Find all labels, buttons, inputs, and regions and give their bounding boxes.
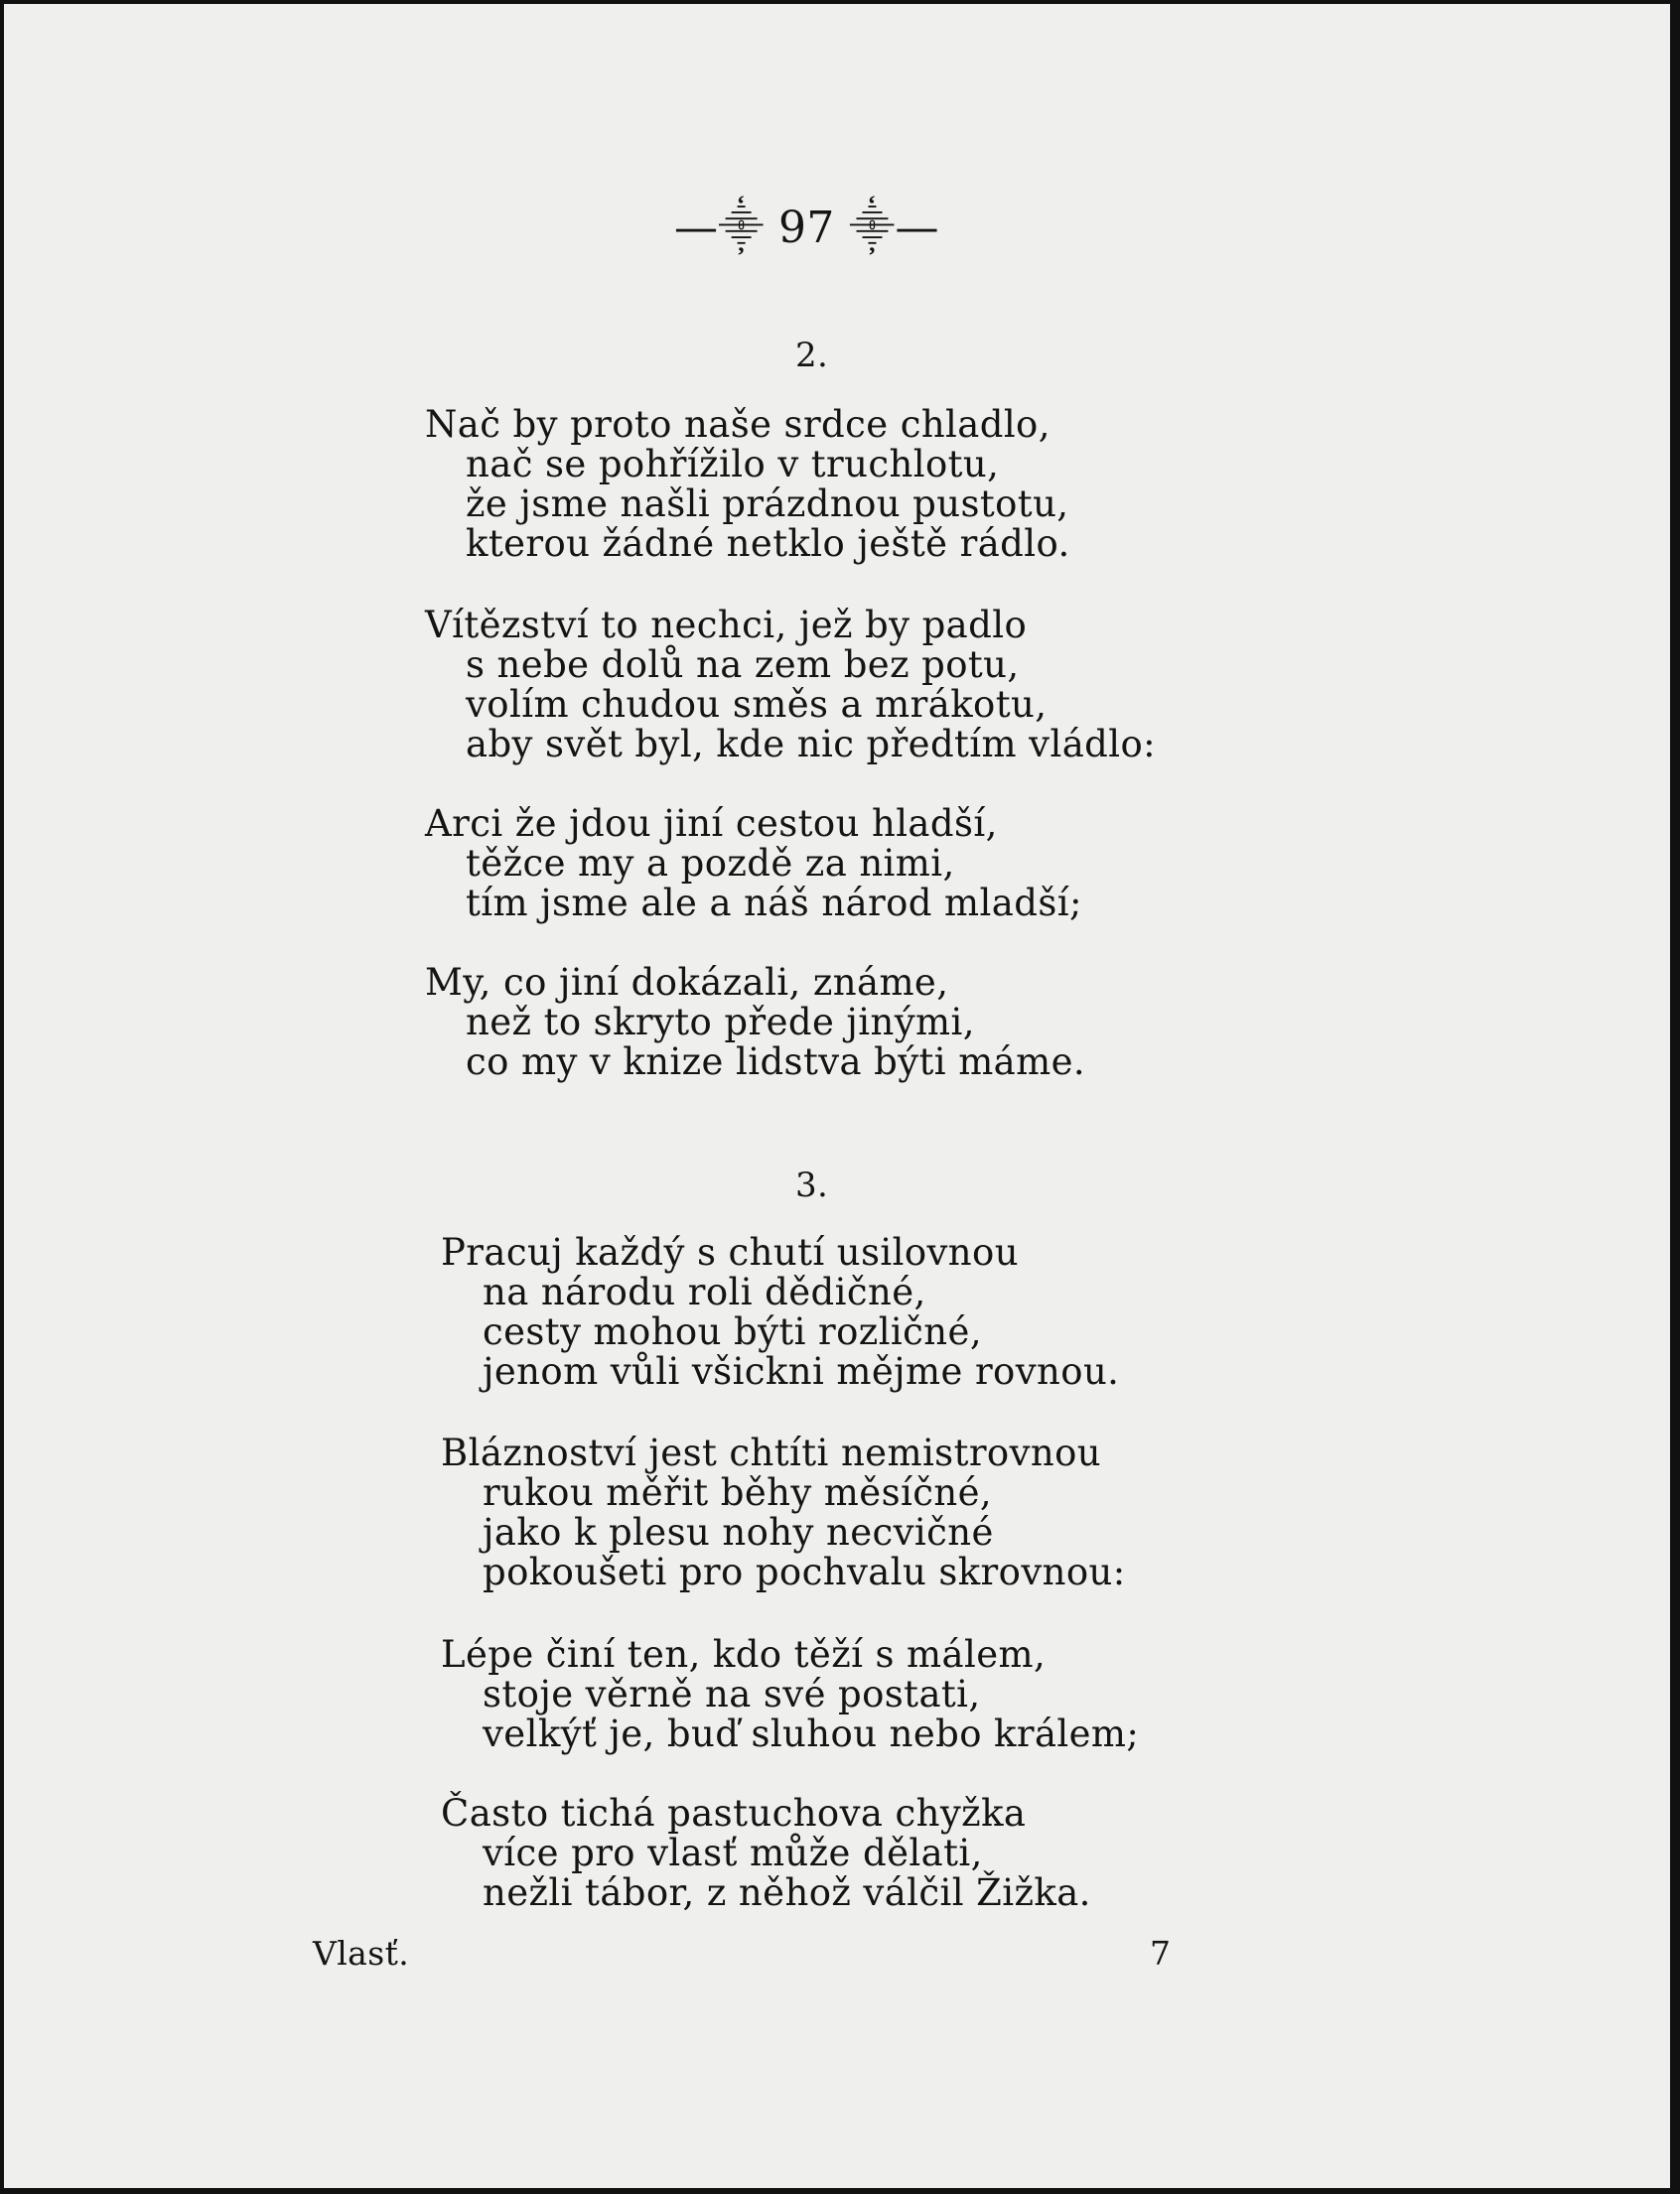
poem-line: s nebe dolů na zem bez potu, [466,643,1020,686]
poem-line: těžce my a pozdě za nimi, [466,842,955,885]
poem-line: nežli tábor, z něhož válčil Žižka. [483,1871,1091,1914]
poem-line: Pracuj každý s chutí usilovnou [441,1231,1019,1274]
poem-line: jenom vůli všickni mějme rovnou. [483,1350,1120,1393]
sheet-number: 7 [1150,1934,1172,1973]
book-page [4,4,1670,2188]
poem-line: My, co jiní dokázali, známe, [425,961,949,1004]
poem-line: aby svět byl, kde nic předtím vládlo: [466,723,1157,765]
section-number: 2. [795,336,829,375]
poem-line: na národu roli dědičné, [483,1271,926,1313]
poem-line: Nač by proto naše srdce chladlo, [425,403,1050,446]
poem-line: více pro vlasť může dělati, [483,1832,983,1874]
poem-line: volím chudou směs a mrákotu, [466,683,1048,726]
poem-line: cesty mohou býti rozličné, [483,1310,982,1353]
poem-line: co my v knize lidstva býti máme. [466,1040,1086,1083]
poem-line: tím jsme ale a náš národ mladší; [466,882,1082,924]
poem-line: pokoušeti pro pochvalu skrovnou: [483,1551,1126,1593]
poem-line: jako k plesu nohy necvičné [483,1511,994,1554]
poem-line: Vítězství to nechci, jež by padlo [425,604,1028,646]
poem-line: kterou žádné netklo ještě rádlo. [466,522,1070,565]
poem-line: rukou měřit běhy měsíčné, [483,1471,993,1514]
page-number-header: —⸎ 97 ⸎— [674,203,939,253]
poem-line: Často tichá pastuchova chyžka [441,1792,1027,1835]
section-number: 3. [795,1166,829,1205]
signature-mark: Vlasť. [313,1934,410,1973]
poem-line: nač se pohřížilo v truchlotu, [466,443,1000,485]
poem-line: Lépe činí ten, kdo těží s málem, [441,1633,1047,1676]
poem-line: Arci že jdou jiní cestou hladší, [425,802,998,845]
poem-line: že jsme našli prázdnou pustotu, [466,482,1069,525]
poem-line: než to skryto přede jinými, [466,1001,975,1043]
poem-line: Bláznoství jest chtíti nemistrovnou [441,1432,1102,1474]
poem-line: velkýť je, buď sluhou nebo králem; [483,1713,1140,1755]
poem-line: stoje věrně na své postati, [483,1673,981,1715]
